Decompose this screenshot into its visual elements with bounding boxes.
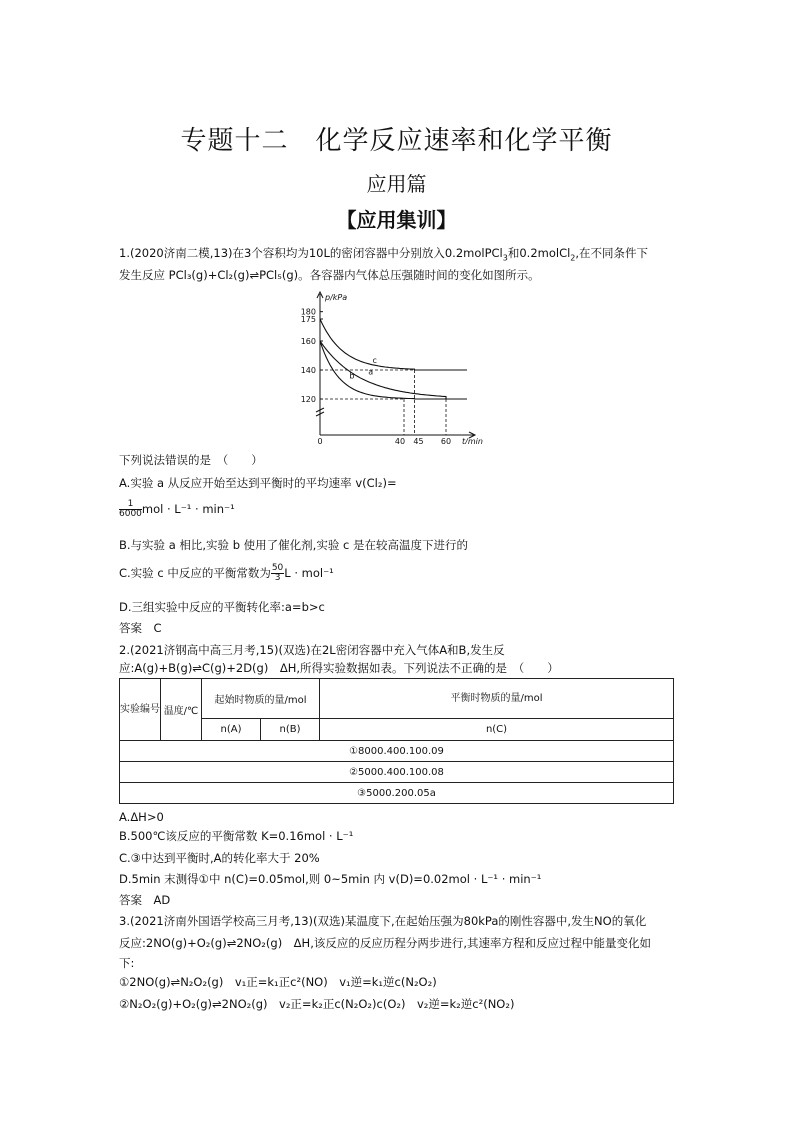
- series-b-label: b: [349, 371, 355, 381]
- y-tick-label: 180: [300, 307, 316, 317]
- table-header-temp: 温度/℃: [161, 679, 202, 741]
- series-c-line: [320, 319, 467, 370]
- q2-option-d: D.5min 末测得①中 n(C)=0.05mol,则 0~5min 内 v(D)=0.02mol · L⁻¹ · min⁻¹: [119, 872, 542, 886]
- q1-option-a-value: $\frac{1}{6000}$ mol · L⁻¹ · min⁻¹: [119, 499, 235, 519]
- q3-stem-line1: 3.(2021济南外国语学校高三月考,13)(双选)某温度下,在起始压强为80kPa的刚性容器中,发生NO的氧化: [119, 914, 647, 928]
- page-subtitle: 应用篇: [366, 172, 427, 196]
- y-tick-label: 160: [300, 337, 316, 346]
- q2-option-a: A.ΔH>0: [119, 810, 164, 824]
- q1-option-a: A.实验 a 从反应开始至达到平衡时的平均速率 v(Cl₂)=: [119, 476, 397, 490]
- q1-option-b: B.与实验 a 相比,实验 b 使用了催化剂,实验 c 是在较高温度下进行的: [119, 538, 468, 552]
- table-header-nC: n(C): [320, 719, 674, 741]
- table-header-nA: n(A): [202, 719, 261, 741]
- q2-answer: 答案 AD: [119, 893, 171, 907]
- table-header-start: 起始时物质的量/mol: [202, 679, 320, 719]
- series-a-label: a: [368, 367, 374, 377]
- table-header-nB: n(B): [261, 719, 320, 741]
- q1-option-a-fraction: $\frac{1}{6000}$: [119, 499, 142, 519]
- y-tick-label: 140: [300, 366, 316, 375]
- pressure-time-chart: [290, 288, 490, 444]
- table-row: ①8000.400.100.09: [120, 741, 674, 762]
- y-tick-label: 120: [300, 395, 316, 404]
- chart-guides: [320, 370, 446, 435]
- q2-stem-line2: 应:A(g)+B(g)⇌C(g)+2D(g) ΔH,所得实验数据如表。下列说法不正确的是 （ ）: [119, 661, 559, 675]
- chart-labels: [301, 293, 483, 444]
- page-title: 专题十二 化学反应速率和化学平衡: [180, 126, 613, 156]
- q3-step1: ①2NO(g)⇌N₂O₂(g) v₁正=k₁正c²(NO) v₁逆=k₁逆c(N₂O₂): [119, 975, 437, 989]
- q3-stem-line2: 反应:2NO(g)+O₂(g)⇌2NO₂(g) ΔH,该反应的反应历程分两步进行,其速率方程和反应过程中能量变化如: [119, 936, 652, 950]
- x-tick-label: 60: [440, 437, 452, 444]
- x-tick-label: 0: [317, 437, 323, 444]
- q1-option-c: C.实验 c 中反应的平衡常数为 $\frac{50}{3}$ L · mol⁻¹: [119, 563, 334, 583]
- q2-option-c: C.③中达到平衡时,A的转化率大于 20%: [119, 851, 320, 865]
- q1-stem-line1: 1.(2020济南二模,13)在3个容积均为10L的密闭容器中分别放入0.2molPCl$_3$和0.2molCl$_2$,在不同条件下: [119, 246, 649, 263]
- x-tick-label: 40: [394, 437, 406, 444]
- section-heading: 【应用集训】: [336, 208, 457, 232]
- q1-option-c-fraction: $\frac{50}{3}$: [271, 563, 284, 583]
- q1-prompt: 下列说法错误的是 （ ）: [119, 453, 263, 467]
- q3-stem-line3: 下:: [119, 956, 135, 970]
- table-header-exp: 实验编号: [120, 679, 161, 741]
- q2-option-b: B.500℃该反应的平衡常数 K=0.16mol · L⁻¹: [119, 829, 354, 843]
- q1-stem-line2: 发生反应 PCl₃(g)+Cl₂(g)⇌PCl₅(g)。各容器内气体总压强随时间的变化如图所示。: [119, 268, 540, 282]
- table-row: ②5000.400.100.08: [120, 762, 674, 783]
- y-tick-label: 175: [300, 315, 316, 324]
- q3-step2: ②N₂O₂(g)+O₂(g)⇌2NO₂(g) v₂正=k₂正c(N₂O₂)c(O₂) v₂逆=k₂逆c²(NO₂): [119, 997, 515, 1011]
- chart-axes: [316, 292, 475, 438]
- chart-series: [320, 319, 467, 399]
- q2-stem-line1: 2.(2021济钢高中高三月考,15)(双选)在2L密闭容器中充入气体A和B,发生反: [119, 643, 505, 657]
- experiment-table: [119, 678, 674, 804]
- x-tick-label: 45: [413, 437, 424, 444]
- q1-option-d: D.三组实验中反应的平衡转化率:a=b>c: [119, 600, 325, 614]
- x-axis-label: t/min: [462, 437, 483, 444]
- y-axis-label: p/kPa: [325, 293, 348, 302]
- table-row: ③5000.200.05a: [120, 783, 674, 804]
- table-header-eq: 平衡时物质的量/mol: [320, 679, 674, 719]
- series-c-label: c: [372, 355, 377, 365]
- q1-answer: 答案 C: [119, 621, 162, 635]
